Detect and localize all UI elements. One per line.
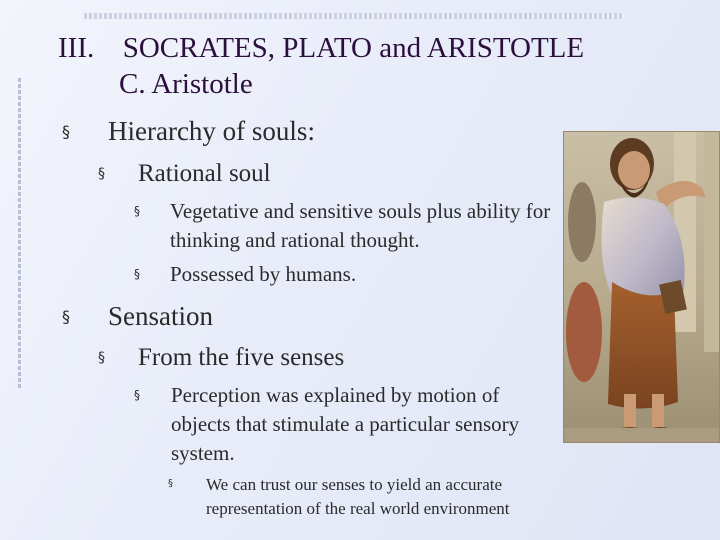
title-section-number: III. [58, 32, 95, 64]
bullet-marker: § [134, 388, 140, 402]
bullet-marker: § [98, 350, 105, 366]
bullet-marker: § [168, 478, 173, 489]
bullet-marker: § [98, 166, 105, 182]
bullet-sensation: Sensation [108, 301, 213, 331]
title-line-1: SOCRATES, PLATO and ARISTOTLE [122, 32, 585, 64]
bullet-hierarchy-of-souls: Hierarchy of souls: [108, 116, 315, 146]
bullet-marker: § [62, 307, 70, 326]
slide-title [58, 30, 698, 102]
bullet-marker: § [62, 122, 70, 141]
bullet-possessed-by-humans: Possessed by humans. [170, 262, 357, 286]
title-line-2: C. Aristotle [119, 68, 253, 100]
bullet-vegetative-sensitive: Vegetative and sensitive souls plus ability for thinking and rational thought. [170, 199, 551, 252]
bullet-marker: § [134, 267, 140, 281]
left-decorative-rule [18, 78, 21, 390]
bullet-perception-motion: Perception was explained by motion of objects that stimulate a particular sensory system. [171, 383, 520, 465]
bullet-five-senses: From the five senses [138, 344, 345, 371]
bullet-marker: § [134, 204, 140, 218]
bullet-trust-senses: We can trust our senses to yield an accurate representation of the real world environment [206, 475, 510, 518]
top-decorative-rule [84, 13, 624, 19]
bullet-rational-soul: Rational soul [138, 160, 271, 187]
aristotle-painting-image [563, 131, 720, 443]
